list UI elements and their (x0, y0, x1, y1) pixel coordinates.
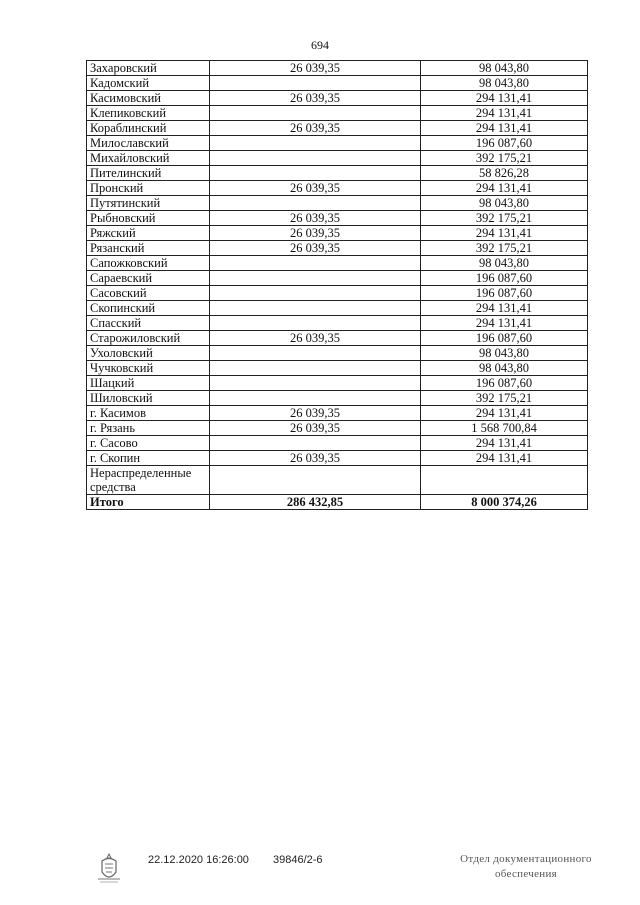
district-name-cell: Шацкий (87, 376, 210, 391)
amount-column-3-cell: 294 131,41 (421, 436, 588, 451)
amount-column-3-cell: 196 087,60 (421, 286, 588, 301)
district-name-cell: Сасовский (87, 286, 210, 301)
amount-column-2-cell (210, 466, 421, 495)
amount-column-3-cell: 58 826,28 (421, 166, 588, 181)
amount-column-2-cell: 26 039,35 (210, 451, 421, 466)
amount-column-3-cell: 294 131,41 (421, 301, 588, 316)
table-body (87, 61, 588, 510)
amount-column-2-cell (210, 151, 421, 166)
district-name-cell: Путятинский (87, 196, 210, 211)
amount-column-2-cell (210, 166, 421, 181)
district-name-cell: Михайловский (87, 151, 210, 166)
amount-column-2-cell: 26 039,35 (210, 121, 421, 136)
amount-column-2-cell (210, 346, 421, 361)
table-row (87, 316, 588, 331)
district-name-cell: Сараевский (87, 271, 210, 286)
table-row (87, 406, 588, 421)
district-name-cell: Спасский (87, 316, 210, 331)
amount-column-3-cell: 98 043,80 (421, 361, 588, 376)
table-row (87, 226, 588, 241)
amount-column-3-cell: 294 131,41 (421, 121, 588, 136)
amount-column-2-cell: 26 039,35 (210, 211, 421, 226)
amount-column-3-cell: 392 175,21 (421, 391, 588, 406)
footer-datetime: 22.12.2020 16:26:00 (148, 854, 249, 866)
district-name-cell: Пителинский (87, 166, 210, 181)
amount-column-2-cell: 26 039,35 (210, 421, 421, 436)
table-row (87, 181, 588, 196)
table-row (87, 286, 588, 301)
amount-column-3-cell (421, 466, 588, 495)
footer-doc-number: 39846/2-6 (273, 854, 323, 866)
district-name-cell: Клепиковский (87, 106, 210, 121)
amount-column-2-cell: 26 039,35 (210, 61, 421, 76)
amount-column-2-cell: 26 039,35 (210, 241, 421, 256)
stamp-line-1: Отдел документационного (460, 853, 592, 865)
amount-column-3-cell: 392 175,21 (421, 151, 588, 166)
table-row (87, 136, 588, 151)
district-name-cell: г. Скопин (87, 451, 210, 466)
table-row (87, 451, 588, 466)
table-row (87, 376, 588, 391)
district-name-cell: Ряжский (87, 226, 210, 241)
amount-column-2-cell: 26 039,35 (210, 226, 421, 241)
amount-column-3-cell: 98 043,80 (421, 196, 588, 211)
table-row (87, 106, 588, 121)
table-row (87, 76, 588, 91)
amount-column-3-cell: 294 131,41 (421, 406, 588, 421)
amount-column-3-cell: 98 043,80 (421, 256, 588, 271)
amount-column-3-cell: 196 087,60 (421, 376, 588, 391)
amount-column-3-cell: 392 175,21 (421, 241, 588, 256)
district-name-cell: Сапожковский (87, 256, 210, 271)
district-name-cell: Итого (87, 495, 210, 510)
district-name-cell: Чучковский (87, 361, 210, 376)
district-name-cell: Касимовский (87, 91, 210, 106)
table-row (87, 301, 588, 316)
amount-column-3-cell: 294 131,41 (421, 106, 588, 121)
amount-column-3-cell: 294 131,41 (421, 181, 588, 196)
amount-column-3-cell: 8 000 374,26 (421, 495, 588, 510)
amount-column-3-cell: 294 131,41 (421, 451, 588, 466)
amount-column-2-cell (210, 316, 421, 331)
district-name-cell: Захаровский (87, 61, 210, 76)
amount-column-2-cell (210, 376, 421, 391)
table-row (87, 331, 588, 346)
table-row (87, 121, 588, 136)
department-stamp (444, 852, 608, 882)
amount-column-2-cell: 26 039,35 (210, 91, 421, 106)
amount-column-3-cell: 196 087,60 (421, 136, 588, 151)
amount-column-3-cell: 294 131,41 (421, 316, 588, 331)
amount-column-2-cell (210, 76, 421, 91)
district-name-cell: Рыбновский (87, 211, 210, 226)
stamp-line-2: обеспечения (494, 868, 558, 880)
table-row (87, 391, 588, 406)
allocation-table (86, 60, 588, 510)
table-row (87, 91, 588, 106)
district-name-cell: г. Рязань (87, 421, 210, 436)
amount-column-3-cell: 294 131,41 (421, 226, 588, 241)
district-name-cell: Кадомский (87, 76, 210, 91)
amount-column-2-cell (210, 196, 421, 211)
amount-column-3-cell: 392 175,21 (421, 211, 588, 226)
amount-column-2-cell: 26 039,35 (210, 181, 421, 196)
district-name-cell: Ухоловский (87, 346, 210, 361)
coat-of-arms-icon (96, 852, 122, 884)
table-row (87, 196, 588, 211)
amount-column-2-cell (210, 436, 421, 451)
amount-column-3-cell: 98 043,80 (421, 76, 588, 91)
table-row (87, 271, 588, 286)
amount-column-2-cell (210, 271, 421, 286)
district-name-cell: г. Сасово (87, 436, 210, 451)
district-name-cell: Рязанский (87, 241, 210, 256)
amount-column-3-cell: 196 087,60 (421, 271, 588, 286)
district-name-cell: Шиловский (87, 391, 210, 406)
amount-column-3-cell: 294 131,41 (421, 91, 588, 106)
table-row (87, 151, 588, 166)
table-row (87, 346, 588, 361)
table-row (87, 361, 588, 376)
amount-column-2-cell (210, 136, 421, 151)
district-name-cell: Старожиловский (87, 331, 210, 346)
document-footer (0, 852, 640, 892)
amount-column-2-cell (210, 361, 421, 376)
table-row (87, 466, 588, 495)
amount-column-2-cell: 286 432,85 (210, 495, 421, 510)
amount-column-3-cell: 196 087,60 (421, 331, 588, 346)
amount-column-2-cell (210, 391, 421, 406)
district-name-cell: Пронский (87, 181, 210, 196)
district-name-cell: Нераспределенные средства (87, 466, 210, 495)
district-name-cell: Милославский (87, 136, 210, 151)
amount-column-3-cell: 98 043,80 (421, 61, 588, 76)
amount-column-2-cell (210, 256, 421, 271)
total-row (87, 495, 588, 510)
amount-column-2-cell (210, 106, 421, 121)
district-name-cell: Кораблинский (87, 121, 210, 136)
table-row (87, 166, 588, 181)
amount-column-2-cell: 26 039,35 (210, 331, 421, 346)
amount-column-2-cell: 26 039,35 (210, 406, 421, 421)
amount-column-2-cell (210, 286, 421, 301)
amount-column-2-cell (210, 301, 421, 316)
table-row (87, 421, 588, 436)
table-row (87, 241, 588, 256)
page-number: 694 (311, 38, 329, 52)
district-name-cell: Скопинский (87, 301, 210, 316)
amount-column-3-cell: 1 568 700,84 (421, 421, 588, 436)
table-row (87, 211, 588, 226)
district-name-cell: г. Касимов (87, 406, 210, 421)
table-row (87, 436, 588, 451)
amount-column-3-cell: 98 043,80 (421, 346, 588, 361)
table-row (87, 256, 588, 271)
table-row (87, 61, 588, 76)
